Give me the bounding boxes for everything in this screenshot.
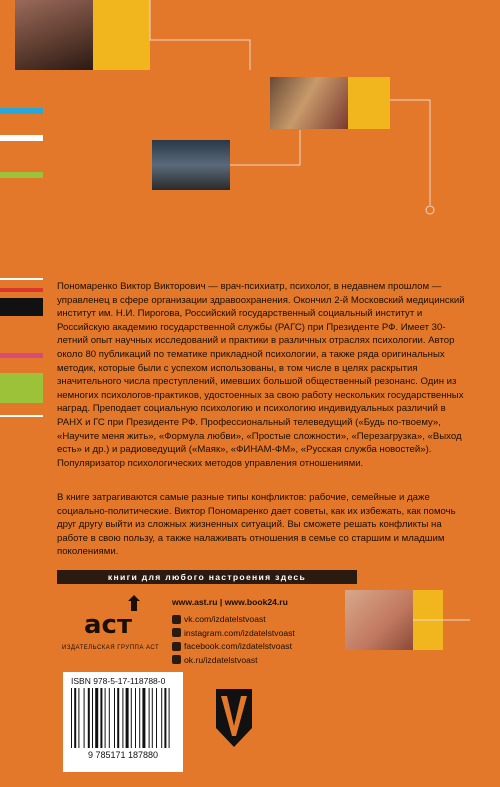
barcode-digits: 9 785171 187880	[87, 750, 159, 760]
publisher-label: ИЗДАТЕЛЬСКАЯ ГРУППА АСТ	[62, 645, 160, 651]
barcode-bar	[135, 688, 136, 748]
barcode-bar	[169, 688, 170, 748]
author-bio	[57, 280, 469, 470]
barcode-bar	[100, 688, 102, 748]
vk-icon	[172, 615, 181, 624]
barcode-bar	[152, 688, 153, 748]
author-bio-text: Пономаренко Виктор Викторович — врач-психиатр, психолог, в недавнем прошлом — управленец в сфере организации здравоохранения. Окончил 2-й Московский медицинский институт им. Н.И. Пирогова, Российский государственный социальный институт и Российскую академию государственной службы (РАГС) при Президенте РФ. Имеет 30-летний опыт научных исследований и практики в различных отраслях психологии. Автор около 80 публикаций по тематике прикладной психологии, а также ряда оригинальных методик, которые были с успехом использованы, в том числе в целях раскрытия значительного числа преступлений, имевших большой общественный резонанс. Один из немногих психологов-практиков, удостоенных за свою работу нескольких государственных наград. Преподает социальную психологию и психологию индивидуальных различий в РАНХ и ГС при Президенте РФ. Профессиональный телеведущий («Будь по-твоему», «Научите меня жить», «Формула любви», «Простые сложности», «Перезагрузка», «Выход есть» и др.) и радиоведущий («Маяк», «ФИНАМ-ФМ», «Русская служба новостей»). Популяризатор психологических методов управления отношениями.	[57, 281, 465, 469]
social-facebook-text[interactable]: facebook.com/izdatelstvoast	[184, 641, 292, 652]
ast-logo-icon	[78, 593, 148, 643]
barcode-bar	[164, 688, 166, 748]
social-ok-text[interactable]: ok.ru/izdatelstvoast	[184, 654, 258, 665]
barcode-bar	[131, 688, 132, 748]
ok-icon	[172, 655, 181, 664]
ast-logo-text: аст	[84, 610, 133, 640]
barcode-bar	[88, 688, 90, 748]
barcode-bar	[142, 688, 145, 748]
barcode-bar	[71, 688, 72, 748]
tagline-banner: книги для любого настроения здесь	[57, 570, 357, 584]
barcode-bar	[95, 688, 98, 748]
social-ok[interactable]	[172, 653, 295, 667]
barcode-bar	[161, 688, 162, 748]
barcode-bar	[78, 688, 79, 748]
barcode-bar	[92, 688, 93, 748]
social-vk-text[interactable]: vk.com/izdatelstvoast	[184, 614, 266, 625]
websites-text[interactable]: www.ast.ru | www.book24.ru	[172, 596, 288, 607]
social-instagram-text[interactable]: instagram.com/izdatelstvoast	[184, 627, 295, 638]
barcode-bar	[122, 688, 123, 748]
barcode-box	[63, 672, 183, 772]
isbn-text: ISBN 978-5-17-118788-0	[71, 676, 166, 686]
v-shield-icon	[215, 688, 253, 748]
barcode-bar	[74, 688, 76, 748]
barcode-bar	[126, 688, 129, 748]
publisher-logo	[78, 593, 148, 643]
barcode-bar	[109, 688, 110, 748]
barcode-bar	[156, 688, 157, 748]
facebook-icon	[172, 642, 181, 651]
social-facebook[interactable]	[172, 640, 295, 654]
barcode-bar	[114, 688, 115, 748]
barcode-bar	[84, 688, 85, 748]
age-rating-badge	[215, 688, 253, 748]
barcode-bar	[139, 688, 140, 748]
links-block	[172, 595, 295, 667]
book-summary: В книге затрагиваются самые разные типы конфликтов: рабочие, семейные и даже социально-политические. Виктор Пономаренко дает советы, как их избежать, как помочь друг другу выйти из сложных жизненных ситуаций. Вы сможете решать конфликты на работе в свою пользу, а также налаживать отношения в семье со старшим и младшим поколениями.	[57, 492, 456, 558]
barcode-bar	[149, 688, 150, 748]
barcode-bar	[105, 688, 106, 748]
social-instagram[interactable]	[172, 626, 295, 640]
social-vk[interactable]	[172, 613, 295, 627]
barcode-bar	[117, 688, 119, 748]
barcode-icon	[63, 686, 183, 756]
instagram-icon	[172, 628, 181, 637]
websites[interactable]	[172, 595, 295, 609]
